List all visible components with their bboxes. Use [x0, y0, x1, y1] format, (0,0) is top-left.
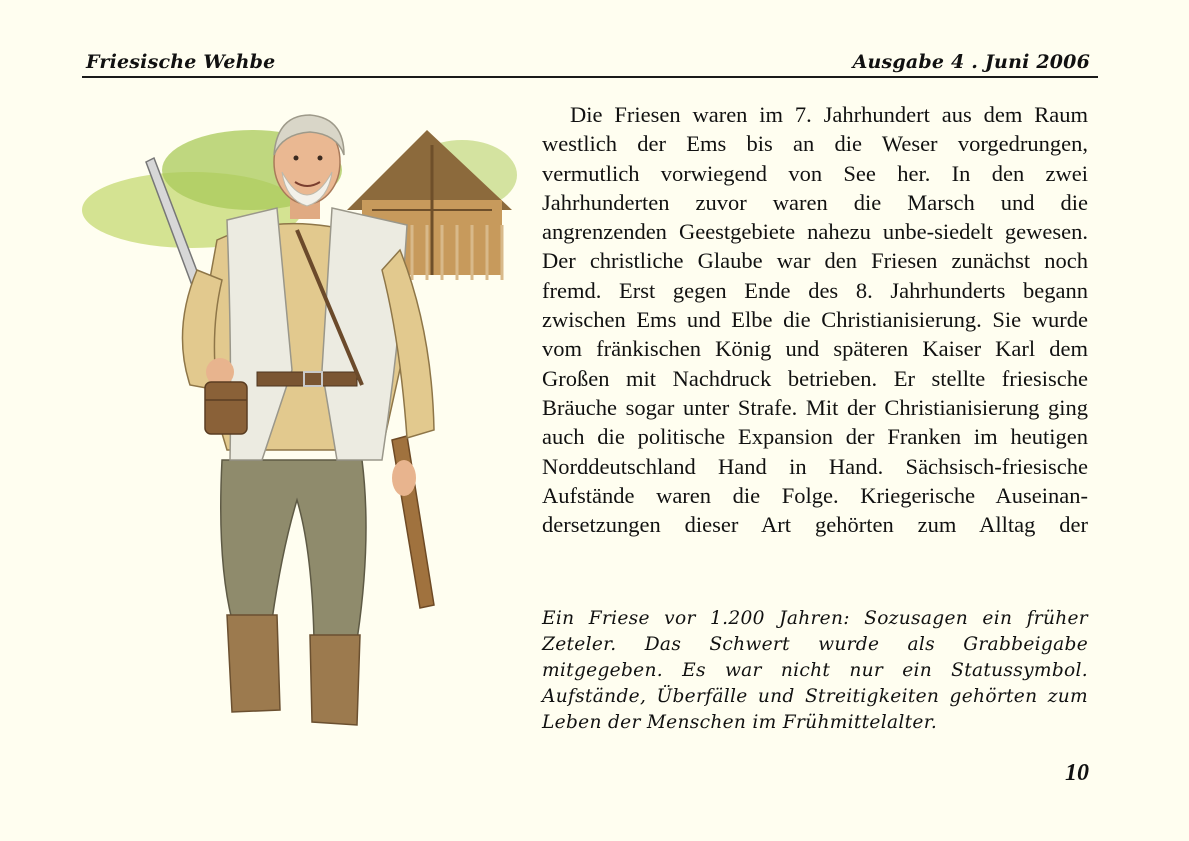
- issue-info: Ausgabe 4 . Juni 2006: [852, 51, 1090, 73]
- article-paragraph: Die Friesen waren im 7. Jahrhundert aus dem Raum westlich der Ems bis an die Weser vorgedrungen, vermutlich vorwiegend von See her. In den zwei Jahrhunderten zuvor waren die Marsch und die angrenzenden Geestgebiete nahezu unbe-siedelt gewesen. Der christliche Glaube war den Friesen zunächst noch fremd. Erst gegen Ende des 8. Jahrhunderts begann zwischen Ems und Elbe die Christianisierung. Sie wurde vom fränkischen König und späteren Kaiser Karl dem Großen mit Nachdruck betrieben. Er stellte friesische Bräuche sogar unter Strafe. Mit der Christianisierung ging auch die politische Expansion der Franken im heutigen Norddeutschland Hand in Hand. Sächsisch-friesische Aufstände waren die Folge. Kriegerische Auseinan-dersetzungen dieser Art gehörten zum Alltag der: [542, 102, 1088, 538]
- image-caption: Ein Friese vor 1.200 Jahren: Sozusagen ein früher Zeteler. Das Schwert wurde als Grabbeigabe mitgegeben. Es war nicht nur ein Statussymbol. Aufstände, Überfälle und Streitigkeiten gehörten zum Leben der Menschen im Frühmittelalter.: [542, 608, 1088, 733]
- publication-title: Friesische Wehbe: [86, 51, 276, 73]
- frisian-warrior-illustration: [82, 100, 522, 740]
- article-body: [542, 100, 1088, 539]
- page-header: [82, 46, 1098, 78]
- page-number: 10: [1065, 760, 1089, 786]
